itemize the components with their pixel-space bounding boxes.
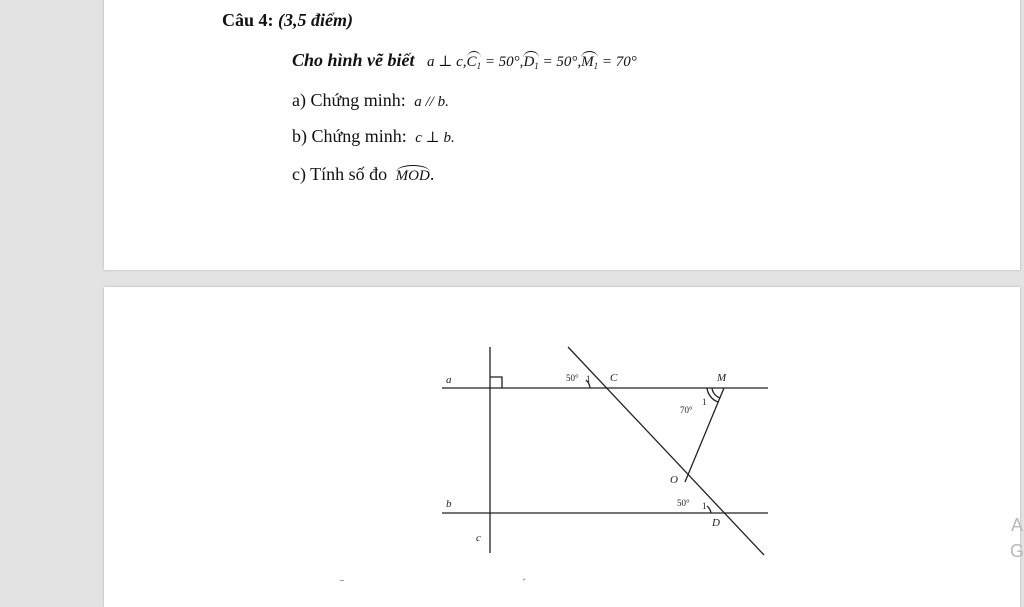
bottom-mark-2: ˊ [522, 576, 526, 590]
angle-c-hat [467, 54, 482, 71]
item-b-text: b) Chứng minh: [292, 126, 407, 146]
label-O: O [670, 474, 678, 486]
item-c-math: MOD [395, 168, 430, 184]
given-label: Cho hình vẽ biết [292, 50, 415, 70]
item-a-math: a // b. [414, 94, 449, 110]
angle-m-letter: M [581, 54, 594, 70]
document-page-1 [104, 0, 1020, 270]
angle-M-index: 1 [702, 397, 707, 407]
angle-C-value: 50° [566, 373, 579, 383]
angle-c-letter: C [466, 54, 477, 70]
document-page-2 [104, 287, 1020, 607]
given-perpendicular: a ⊥ c, [427, 54, 467, 70]
item-c-end: . [429, 164, 435, 184]
given-math [427, 54, 637, 70]
angle-m-sub: 1 [593, 61, 599, 71]
label-M: M [717, 372, 727, 384]
angle-M-value: 70° [680, 405, 693, 415]
item-c-text: c) Tính số đo [292, 164, 388, 184]
bottom-cut-marks [0, 578, 1024, 588]
angle-m-value: = 70° [598, 54, 637, 70]
label-c: c [476, 532, 481, 544]
angle-d-sub: 1 [534, 61, 539, 71]
bottom-mark-1: ˉ [340, 576, 344, 590]
angle-c-value: = 50°, [481, 54, 524, 70]
item-b [292, 126, 455, 147]
right-angle-mark [490, 377, 502, 388]
label-a: a [446, 374, 452, 386]
angle-c-sub: 1 [476, 61, 482, 71]
angle-C-index: 1 [586, 374, 591, 384]
given-statement [292, 50, 637, 71]
angle-D-index: 1 [702, 501, 707, 511]
angle-D-value: 50° [677, 498, 690, 508]
edge-letters [1010, 512, 1024, 564]
label-D: D [712, 517, 720, 529]
angle-m-arc-inner [712, 388, 720, 398]
angle-d-hat [523, 54, 538, 71]
item-a [292, 90, 449, 111]
label-C: C [610, 372, 618, 384]
item-a-text: a) Chứng minh: [292, 90, 406, 110]
item-b-math: c ⊥ b. [415, 130, 455, 146]
angle-d-letter: D [523, 54, 535, 70]
geometry-figure [104, 287, 1020, 588]
transversal-cd [568, 347, 764, 555]
item-c [292, 164, 434, 185]
angle-d-arc [707, 506, 711, 513]
question-points: (3,5 điểm) [278, 10, 353, 30]
edge-letter-2: G [1010, 541, 1024, 561]
question-heading [222, 10, 353, 31]
question-label: Câu 4: [222, 10, 274, 30]
angle-m-hat [581, 54, 598, 71]
angle-d-value: = 50°, [538, 54, 582, 70]
label-b: b [446, 498, 452, 510]
edge-letter-1: A [1010, 515, 1023, 535]
